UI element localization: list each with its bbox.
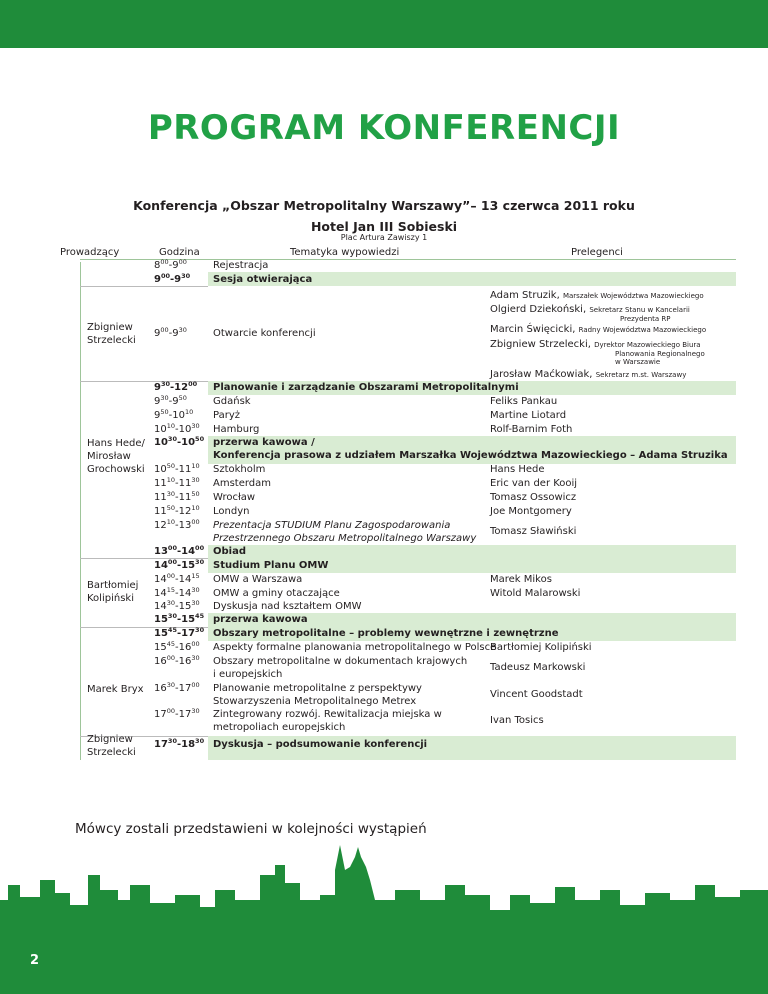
opening-speaker: Marcin Święcicki, Radny Województwa Mazowieckiego — [490, 324, 707, 335]
row-speaker: Eric van der Kooij — [490, 478, 578, 489]
row-time: $16^{00}-16^{30}$ — [154, 654, 200, 667]
row-speaker: Ivan Tosics — [490, 715, 544, 726]
opening-speaker: Olgierd Dziekoński, Sekretarz Stanu w Kancelarii — [490, 304, 690, 315]
row-speaker: Marek Mikos — [490, 574, 552, 585]
row-topic: Londyn — [213, 506, 250, 517]
top-banner — [0, 0, 768, 48]
row-time: $10^{50}-11^{10}$ — [154, 462, 200, 475]
row-time: $11^{30}-11^{50}$ — [154, 490, 200, 503]
row-speaker: Martine Liotard — [490, 410, 567, 421]
city-skyline — [0, 845, 768, 994]
row-time: $12^{10}-13^{00}$ — [154, 518, 200, 531]
time-session: $9^{00}-9^{30}$ — [154, 272, 191, 285]
speaker-role: w Warszawie — [615, 358, 661, 366]
speaker-role: Prezydenta RP — [620, 315, 671, 323]
row-topic: Paryż — [213, 410, 240, 421]
row-topic: Obszary metropolitalne – problemy wewnętrzne i zewnętrzne — [213, 628, 559, 639]
opening-speaker: Jarosław Maćkowiak, Sekretarz m.st. Warszawy — [490, 369, 687, 380]
topic-registration: Rejestracja — [213, 260, 269, 271]
divider — [80, 286, 208, 287]
time-opening: $9^{00}-9^{30}$ — [154, 326, 187, 339]
row-speaker: Feliks Pankau — [490, 396, 558, 407]
opening-speaker: Adam Struzik, Marszałek Województwa Mazowieckiego — [490, 290, 704, 301]
venue-address: Plac Artura Zawiszy 1 — [340, 233, 428, 242]
row-speaker: Vincent Goodstadt — [490, 689, 583, 700]
row-time: $9^{30}-12^{00}$ — [154, 380, 198, 393]
venue-name: Hotel Jan III Sobieski — [310, 219, 458, 234]
row-topic: Prezentacja STUDIUM Planu Zagospodarowania Przestrzennego Obszaru Metropolitalnego Warszawy — [213, 520, 477, 544]
row-speaker: Bartłomiej Kolipiński — [490, 642, 592, 653]
row-topic: przerwa kawowa — [213, 614, 308, 625]
speaker-role: Planowania Regionalnego — [615, 350, 705, 358]
row-time: $14^{00}-14^{15}$ — [154, 572, 200, 585]
row-topic: Planowanie metropolitalne z perspektywy Stowarzyszenia Metropolitalnego Metrex — [213, 683, 422, 707]
row-topic: Aspekty formalne planowania metropolitalnego w Polsce — [213, 642, 497, 653]
header-topic: Tematyka wypowiedzi — [290, 247, 400, 258]
row-topic: Obszary metropolitalne w dokumentach krajowych i europejskich — [213, 656, 468, 680]
row-topic: Studium Planu OMW — [213, 560, 329, 571]
row-speaker: Witold Malarowski — [490, 588, 581, 599]
row-topic: OMW a Warszawa — [213, 574, 303, 585]
host-block: Bartłomiej Kolipiński — [87, 580, 139, 604]
topic-opening: Otwarcie konferencji — [213, 328, 316, 339]
row-time: $15^{45}-16^{00}$ — [154, 640, 200, 653]
row-speaker: Joe Montgomery — [490, 506, 572, 517]
row-time: $15^{45}-17^{30}$ — [154, 626, 205, 639]
conference-subtitle: Konferencja „Obszar Metropolitalny Warszawy”– 13 czerwca 2011 roku — [133, 198, 635, 213]
row-speaker: Tomasz Sławiński — [490, 526, 577, 537]
row-time: $14^{30}-15^{30}$ — [154, 599, 200, 612]
row-topic: Wrocław — [213, 492, 256, 503]
host-block: Zbigniew Strzelecki — [87, 734, 136, 758]
topic-session: Sesja otwierająca — [213, 274, 313, 285]
host-block: Zbigniew Strzelecki — [87, 322, 136, 346]
row-speaker: Rolf-Barnim Foth — [490, 424, 573, 435]
row-time: $15^{30}-15^{45}$ — [154, 612, 205, 625]
row-speaker: Tadeusz Markowski — [490, 662, 586, 673]
host-block: Hans Hede/ Mirosław Grochowski — [87, 438, 145, 475]
row-time: $9^{30}-9^{50}$ — [154, 394, 187, 407]
row-topic: Amsterdam — [213, 478, 272, 489]
row-time: $11^{10}-11^{30}$ — [154, 476, 200, 489]
row-topic: Sztokholm — [213, 464, 266, 475]
row-time: $14^{15}-14^{30}$ — [154, 586, 200, 599]
row-time: $11^{50}-12^{10}$ — [154, 504, 200, 517]
row-time: $10^{10}-10^{30}$ — [154, 422, 200, 435]
row-topic: Zintegrowany rozwój. Rewitalizacja miejska w metropoliach europejskich — [213, 709, 442, 733]
row-topic: Gdańsk — [213, 396, 251, 407]
row-topic: Hamburg — [213, 424, 260, 435]
row-topic: Dyskusja nad kształtem OMW — [213, 601, 362, 612]
host-column-line — [80, 262, 81, 760]
header-time: Godzina — [159, 247, 200, 258]
row-time: $14^{00}-15^{30}$ — [154, 558, 205, 571]
row-time: $17^{00}-17^{30}$ — [154, 707, 200, 720]
row-time: $13^{00}-14^{00}$ — [154, 544, 205, 557]
row-time: $16^{30}-17^{00}$ — [154, 681, 200, 694]
row-time: $9^{50}-10^{10}$ — [154, 408, 194, 421]
row-topic: Obiad — [213, 546, 246, 557]
time-registration: $8^{00}-9^{00}$ — [154, 258, 187, 271]
row-speaker: Tomasz Ossowicz — [490, 492, 577, 503]
row-time: $17^{30}-18^{30}$ — [154, 737, 205, 750]
row-topic: przerwa kawowa / Konferencja prasowa z udziałem Marszałka Województwa Mazowieckiego – Adama Struzika — [213, 437, 728, 461]
row-speaker: Hans Hede — [490, 464, 545, 475]
row-topic: OMW a gminy otaczające — [213, 588, 340, 599]
header-speakers: Prelegenci — [571, 247, 623, 258]
page-number: 2 — [30, 953, 40, 968]
host-block: Marek Bryx — [87, 684, 144, 695]
row-topic: Planowanie i zarządzanie Obszarami Metropolitalnymi — [213, 382, 519, 393]
footnote: Mówcy zostali przedstawieni w kolejności wystąpień — [75, 821, 427, 837]
header-host: Prowadzący — [60, 247, 120, 258]
page-title: PROGRAM KONFERENCJI — [147, 108, 621, 148]
opening-speaker: Zbigniew Strzelecki, Dyrektor Mazowieckiego Biura — [490, 339, 701, 350]
row-topic: Dyskusja – podsumowanie konferencji — [213, 739, 428, 750]
row-time: $10^{30}-10^{50}$ — [154, 435, 205, 448]
